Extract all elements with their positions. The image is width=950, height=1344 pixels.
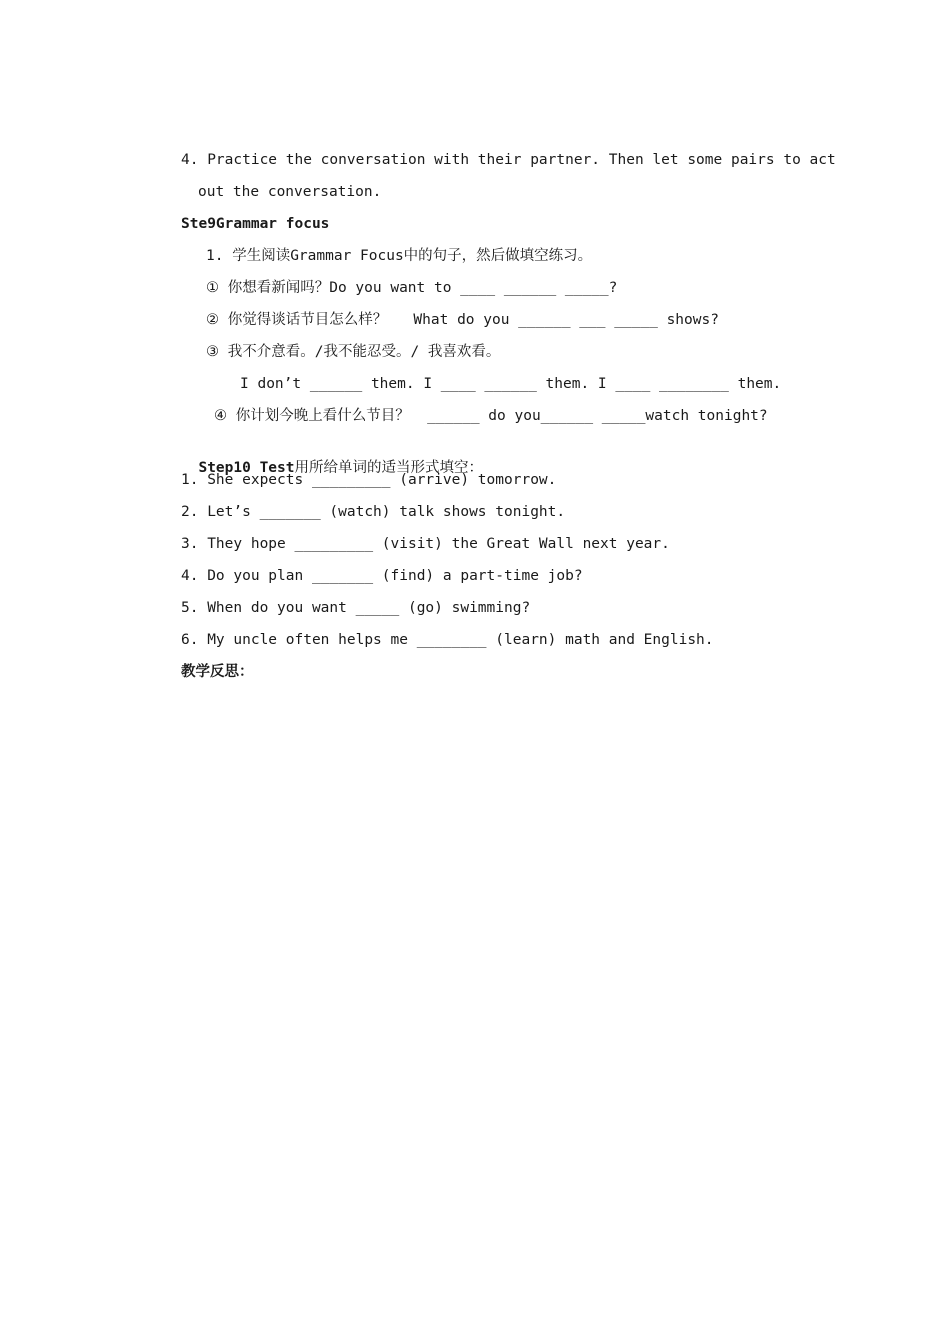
grammar-item-3: ③ 我不介意看。/我不能忍受。/ 我喜欢看。 (206, 344, 501, 360)
grammar-item-2: ② 你觉得谈话节目怎么样？ What do you ______ ___ _____ shows? (206, 312, 719, 328)
test-instruction: 用所给单词的适当形式填空： (294, 460, 483, 476)
test-heading: Step10 Test (198, 460, 295, 476)
test-item-5: 5. When do you want _____ (go) swimming? (181, 600, 531, 616)
grammar-instruction: 1. 学生阅读Grammar Focus中的句子，然后做填空练习。 (206, 248, 593, 264)
test-item-6: 6. My uncle often helps me ________ (learn) math and English. (181, 632, 714, 648)
reflection-heading: 教学反思： (181, 664, 254, 680)
grammar-focus-heading: Ste9Grammar focus (181, 216, 330, 232)
practice-line-2: out the conversation. (198, 184, 382, 200)
test-item-2: 2. Let’s _______ (watch) talk shows tonight. (181, 504, 566, 520)
test-item-4: 4. Do you plan _______ (find) a part-time job? (181, 568, 583, 584)
grammar-item-4: ④ 你计划今晚上看什么节目？ ______ do you______ _____watch tonight? (214, 408, 768, 424)
practice-line-1: 4. Practice the conversation with their partner. Then let some pairs to act (181, 152, 836, 168)
test-item-3: 3. They hope _________ (visit) the Great Wall next year. (181, 536, 670, 552)
test-item-1: 1. She expects _________ (arrive) tomorrow. (181, 472, 557, 488)
grammar-item-3-answer: I don’t ______ them. I ____ ______ them. I ____ ________ them. (240, 376, 782, 392)
grammar-item-1: ① 你想看新闻吗？Do you want to ____ ______ _____? (206, 280, 618, 296)
